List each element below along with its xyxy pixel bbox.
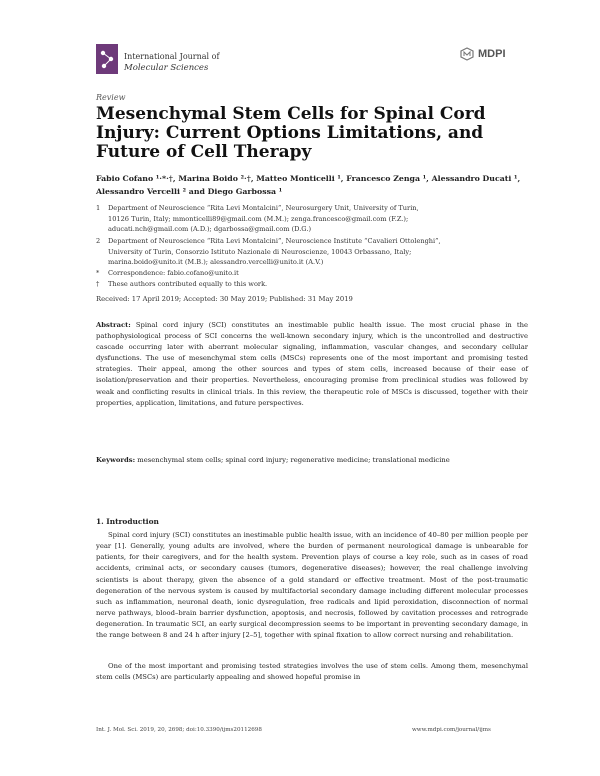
intro-paragraph-1: Spinal cord injury (SCI) constitutes an inestimable public health issue, with an incidence of 40–80 per million people per year [1]. Generally, young adults are involved, where the burden of permanent neurological damage is unbearable for patients, for their caregivers, and for the health system. Prevention plays of course a key role, such as in cases of road accidents, criminal acts, or secondary causes (tumors, degenerative diseases); however, the real challenge involving scientists is about therapy, given the absence of a gold standard or effective treatment. Most of the post-traumatic degeneration of the nervous system is caused by multifactorial secondary damage including different molecular processes such as inflammation, neuronal death, ionic dysregulation, free radicals and lipid peroxidation, disconnection of normal nerve pathways, blood–brain barrier dysfunction, apoptosis, and necrosis, followed by cavitation processes and retrograde degeneration. In traumatic SCI, an early surgical decompression seems to be important in preventing secondary damage, in the range between 8 and 24 h after injury [2–5], together with spinal fixation to allow correct nursing and rehabilitation. (96, 531, 528, 640)
affiliation-number: * (96, 269, 100, 277)
mdpi-icon (460, 47, 474, 61)
keywords-text: mesenchymal stem cells; spinal cord injury; regenerative medicine; translational medicine (137, 456, 450, 464)
journal-name-line2: Molecular Sciences (124, 63, 209, 73)
affiliation-number: † (96, 280, 100, 288)
affiliation-line: 10126 Turin, Italy; mmonticelli89@gmail.com (M.M.); zenga.francesco@gmail.com (F.Z.); (108, 214, 409, 223)
affiliation-line: Department of Neuroscience “Rita Levi Montalcini”, Neurosurgery Unit, University of Turin, (108, 204, 419, 212)
affiliation-line: aducati.nch@gmail.com (A.D.); dgarbossa@gmail.com (D.G.) (108, 225, 312, 234)
affiliation-number: 2 (96, 237, 101, 245)
authors-line-1: Fabio Cofano ¹·*·†, Marina Boido ²·†, Matteo Monticelli ¹, Francesco Zenga ¹, Alessandro Ducati ¹, (96, 174, 521, 183)
keywords (96, 455, 528, 466)
intro-paragraph-2: One of the most important and promising tested strategies involves the use of stem cells. Among them, mesenchymal stem cells (MSCs) are particularly appealing and showed hopeful promise in (96, 662, 528, 682)
affiliations (96, 203, 536, 293)
section-heading: 1. Introduction (96, 517, 159, 526)
journal-logo (96, 44, 118, 74)
affiliation-line: These authors contributed equally to this work. (108, 280, 268, 288)
abstract-text: Spinal cord injury (SCI) constitutes an inestimable public health issue. The most crucial phase in the pathophysiological process of SCI concerns the well-known secondary injury, which is the uncontrolled and destructive cascade occurring later with aberrant molecular signaling, inflammation, vascular changes, and secondary cellular dysfunctions. The use of mesenchymal stem cells (MSCs) represents one of the most important and promising tested strategies. Their appeal, among the other sources and types of stem cells, increased because of their ease of isolation/preservation and their properties. Nevertheless, encouraging promise from preclinical studies was followed by weak and conflicting results in clinical trials. In this review, the therapeutic role of MSCs is discussed, together with their properties, application, limitations, and future perspectives. (96, 321, 528, 407)
abstract-label: Abstract: (96, 321, 131, 329)
article-title: Mesenchymal Stem Cells for Spinal Cord Injury: Current Options Limitations, and Future of Cell Therapy (96, 104, 486, 162)
affiliation-line: marina.boido@unito.it (M.B.); alessandro.vercelli@unito.it (A.V.) (108, 258, 324, 267)
publisher-logo (460, 47, 506, 61)
journal-url: www.mdpi.com/journal/ijms (412, 727, 491, 733)
citation-footer: Int. J. Mol. Sci. 2019, 20, 2698; doi:10.3390/ijms20112698 (96, 727, 262, 733)
molecule-icon (96, 44, 118, 74)
authors-line-2: Alessandro Vercelli ² and Diego Garbossa ¹ (96, 187, 283, 196)
affiliation-line: University of Turin, Consorzio Istituto Nazionale di Neuroscienze, 10043 Orbassano, Italy; (108, 247, 412, 256)
affiliation-number: 1 (96, 204, 101, 212)
journal-name-line1: International Journal of (124, 52, 220, 61)
keywords-label: Keywords: (96, 456, 136, 464)
affiliation-line: Correspondence: fabio.cofano@unito.it (108, 269, 239, 277)
publication-dates: Received: 17 April 2019; Accepted: 30 May 2019; Published: 31 May 2019 (96, 295, 353, 303)
affiliation-line: Department of Neuroscience “Rita Levi Montalcini”, Neuroscience Institute “Cavalieri Ottolenghi”, (108, 237, 441, 245)
author-list (96, 172, 536, 198)
publisher-name: MDPI (478, 48, 506, 60)
article-type: Review (96, 93, 126, 102)
abstract (96, 320, 528, 409)
